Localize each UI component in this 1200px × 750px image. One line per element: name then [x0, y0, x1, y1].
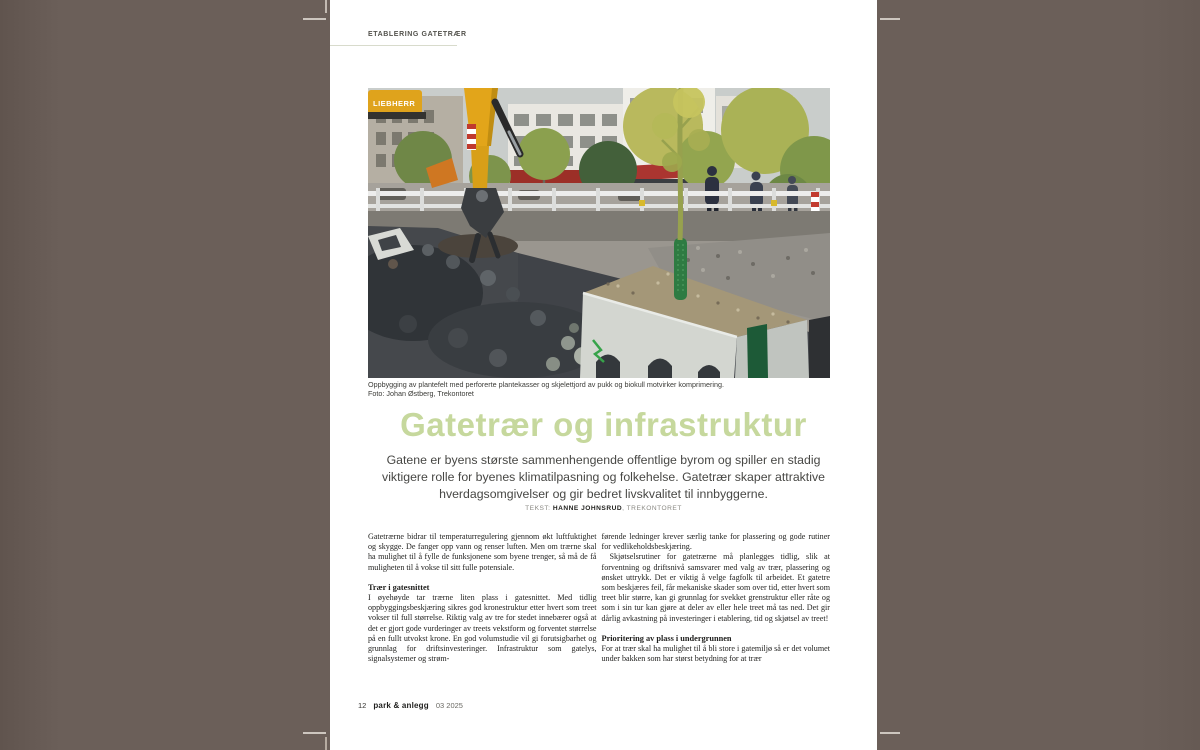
striped-barrier-post	[811, 192, 819, 214]
magazine-page	[330, 0, 877, 750]
warning-stripes	[467, 124, 476, 150]
page-footer	[358, 701, 463, 710]
paragraph: Gatetrærne bidrar til temperaturregulering gjennom økt luftfuktighet og skygge. De fanger opp vann og renser luften. Men om trærne skal ha mulighet til å fylle de funksjonene som byene trenger, så må de få muligheten til å vokse til sitt fulle potensiale.	[368, 532, 597, 572]
crop-mark-bottom-left-v	[325, 737, 327, 750]
byline-prefix: TEKST:	[525, 505, 553, 512]
subheading-undergrunnen: Prioritering av plass i undergrunnen	[601, 633, 732, 643]
byline	[330, 505, 877, 512]
crop-mark-top-right-h	[880, 18, 900, 20]
photo-caption	[368, 381, 823, 399]
paragraph: førende ledninger krever særlig tanke for plassering og gode rutiner for vedlikeholdsbeskjæring.	[601, 532, 830, 552]
section-kicker: ETABLERING GATETRÆR	[368, 31, 467, 38]
photo-caption-line1: Oppbygging av plantefelt med perforerte plantekasser og skjelettjord av pukk og biokull motvirker komprimering.	[368, 380, 724, 389]
paragraph: I øyehøyde tar trærne liten plass i gatesnittet. Med tidlig oppbyggingsbeskjæring sikres god kronestruktur etter hvert som treet vokser til full størrelse. Riktig valg av tre for stedet innebærer også at det er gjort gode vurderinger av treets vekstform og forventet størrelse på en fullt utvokst krone. En god volumstudie vil gi forutsigbarhet og grunnlag for driftsinvesteringer. Infrastruktur som gatelys, signalsystemer og strøm-	[368, 593, 597, 664]
byline-author: HANNE JOHNSRUD	[552, 505, 623, 512]
crop-mark-top-left-h	[303, 18, 326, 20]
column-right	[602, 532, 831, 674]
tree-trunk-guard	[674, 238, 687, 300]
subheading-gatesnittet: Trær i gatesnittet	[368, 582, 430, 592]
paragraph: For at trær skal ha mulighet til å bli store i gatemiljø så er det volumet under bakken som har størst betydning for at trær	[601, 644, 830, 664]
crop-mark-bottom-right-h	[880, 732, 900, 734]
crop-mark-bottom-left-h	[303, 732, 326, 734]
magazine-name: park & anlegg	[373, 701, 429, 710]
excavator-brand-text: LIEBHERR	[373, 99, 416, 108]
construction-photo-illustration	[368, 88, 830, 378]
body-columns	[368, 532, 830, 674]
photo-caption-line2: Foto: Johan Østberg, Trekontoret	[368, 388, 474, 398]
page-number: 12	[358, 701, 367, 710]
paragraph: Skjøtselsrutiner for gatetrærne må planlegges tidlig, slik at forventning og driftsnivå samsvarer med valg av trær, plassering og ønsket uttrykk. Det er viktig å velge fagfolk til arbeidet. Et gatetre som beskjæres feil, får mekaniske skader som over tid, etter hvert som treet blir større, kan gi grunnlag for svekket grenstruktur eller råte og som i sin tur kan gjøre at deler av eller hele treet må tas ned. Det gir dårlig avkastning på investeringer i etablering, tid og skjøtsel av treet!	[601, 552, 830, 623]
column-left	[368, 532, 597, 674]
planter-green-panel	[747, 324, 768, 378]
kicker-rule	[330, 45, 457, 46]
article-lede: Gatene er byens største sammenhengende offentlige byrom og spiller en stadig viktigere rolle for byenes klimatilpasning og folkehelse. Gatetrær skaper attraktive hverdagsomgivelser og gir bedret livskvalitet til innbyggerne.	[382, 453, 825, 501]
article-photo	[368, 88, 830, 378]
crop-mark-top-left-v	[325, 0, 327, 13]
issue-number: 03 2025	[435, 701, 463, 710]
byline-suffix: , TREKONTORET	[622, 505, 682, 512]
article-title: Gatetrær og infrastruktur	[400, 406, 807, 443]
